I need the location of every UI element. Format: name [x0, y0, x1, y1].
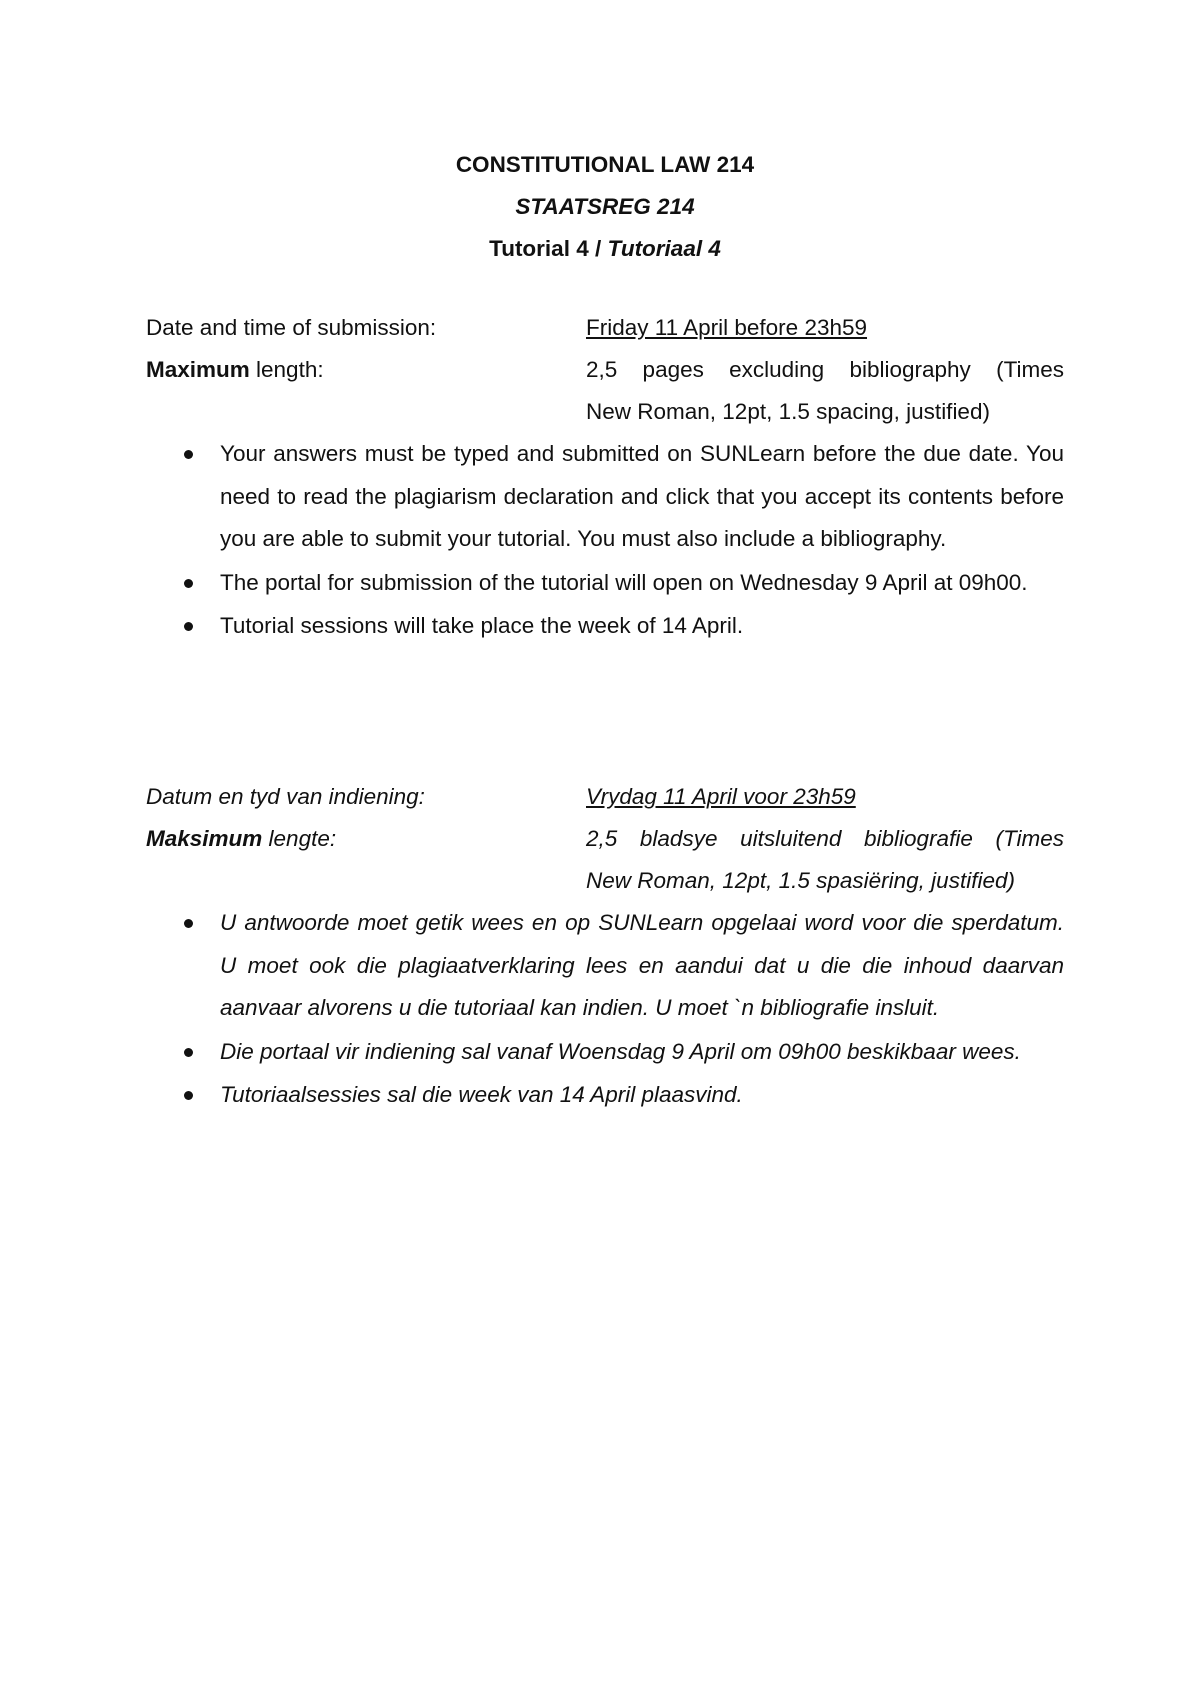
bullet-icon — [184, 450, 193, 459]
indiening-datum-label: Datum en tyd van indiening: — [146, 784, 425, 809]
tutorial-title — [146, 228, 1064, 270]
maksimum-lengte-value — [586, 818, 1064, 902]
submission-date-row — [146, 307, 1064, 349]
max-length-value-line2: New Roman, 12pt, 1.5 spacing, justified) — [586, 399, 990, 424]
tutorial-title-en: Tutorial 4 — [489, 236, 589, 261]
maksimum-lengte-label — [146, 818, 586, 902]
max-length-label-bold: Maximum — [146, 357, 250, 382]
bullet-icon — [184, 1048, 193, 1057]
maksimum-lengte-value-line1: 2,5 bladsye uitsluitend bibliografie (Times — [586, 826, 1064, 851]
list-item-text: Your answers must be typed and submitted on SUNLearn before the due date. You need to read the plagiarism declaration and click that you accept its contents before you are able to submit your tutorial. You must also include a bibliography. — [220, 441, 1064, 551]
maksimum-lengte-value-line2: New Roman, 12pt, 1.5 spasiëring, justified) — [586, 868, 1015, 893]
instructions-list-af — [146, 902, 1064, 1117]
title-block — [146, 144, 1064, 270]
tutorial-title-separator: / — [588, 236, 608, 261]
maksimum-lengte-label-rest: lengte: — [262, 826, 337, 851]
list-item — [146, 562, 1064, 605]
max-length-value — [586, 349, 1064, 433]
afrikaans-section — [146, 776, 1064, 1118]
bullet-icon — [184, 1091, 193, 1100]
indiening-datum-value: Vrydag 11 April voor 23h59 — [586, 784, 856, 809]
maksimum-lengte-row — [146, 818, 1064, 902]
indiening-datum-row — [146, 776, 1064, 818]
list-item — [146, 1031, 1064, 1074]
max-length-label-rest: length: — [249, 357, 324, 382]
bullet-icon — [184, 919, 193, 928]
list-item-text: Tutorial sessions will take place the week of 14 April. — [220, 613, 744, 638]
submission-date-value: Friday 11 April before 23h59 — [586, 315, 868, 340]
maksimum-lengte-label-bold: Maksimum — [146, 826, 263, 851]
list-item-text: Tutoriaalsessies sal die week van 14 April plaasvind. — [220, 1082, 743, 1107]
course-title-af: STAATSREG 214 — [515, 194, 695, 219]
list-item — [146, 433, 1064, 561]
bullet-icon — [184, 579, 193, 588]
list-item — [146, 605, 1064, 648]
list-item — [146, 1074, 1064, 1117]
max-length-row — [146, 349, 1064, 433]
instructions-list-en — [146, 433, 1064, 648]
bullet-icon — [184, 622, 193, 631]
english-section — [146, 307, 1064, 649]
max-length-label — [146, 349, 586, 433]
list-item-text: The portal for submission of the tutorial will open on Wednesday 9 April at 09h00. — [220, 569, 1028, 595]
list-item-text: U antwoorde moet getik wees en op SUNLearn opgelaai word voor die sperdatum. U moet ook die plagiaatverklaring lees en aandui dat u die die inhoud daarvan aanvaar alvorens u die tutoriaal kan indien. U moet `n bibliografie insluit. — [220, 910, 1064, 1020]
tutorial-title-af: Tutoriaal 4 — [607, 236, 721, 261]
course-title-en: CONSTITUTIONAL LAW 214 — [455, 152, 755, 177]
submission-date-label: Date and time of submission: — [146, 315, 437, 340]
max-length-value-line1: 2,5 pages excluding bibliography (Times — [586, 357, 1064, 382]
list-item — [146, 902, 1064, 1030]
list-item-text: Die portaal vir indiening sal vanaf Woensdag 9 April om 09h00 beskikbaar wees. — [220, 1038, 1021, 1064]
